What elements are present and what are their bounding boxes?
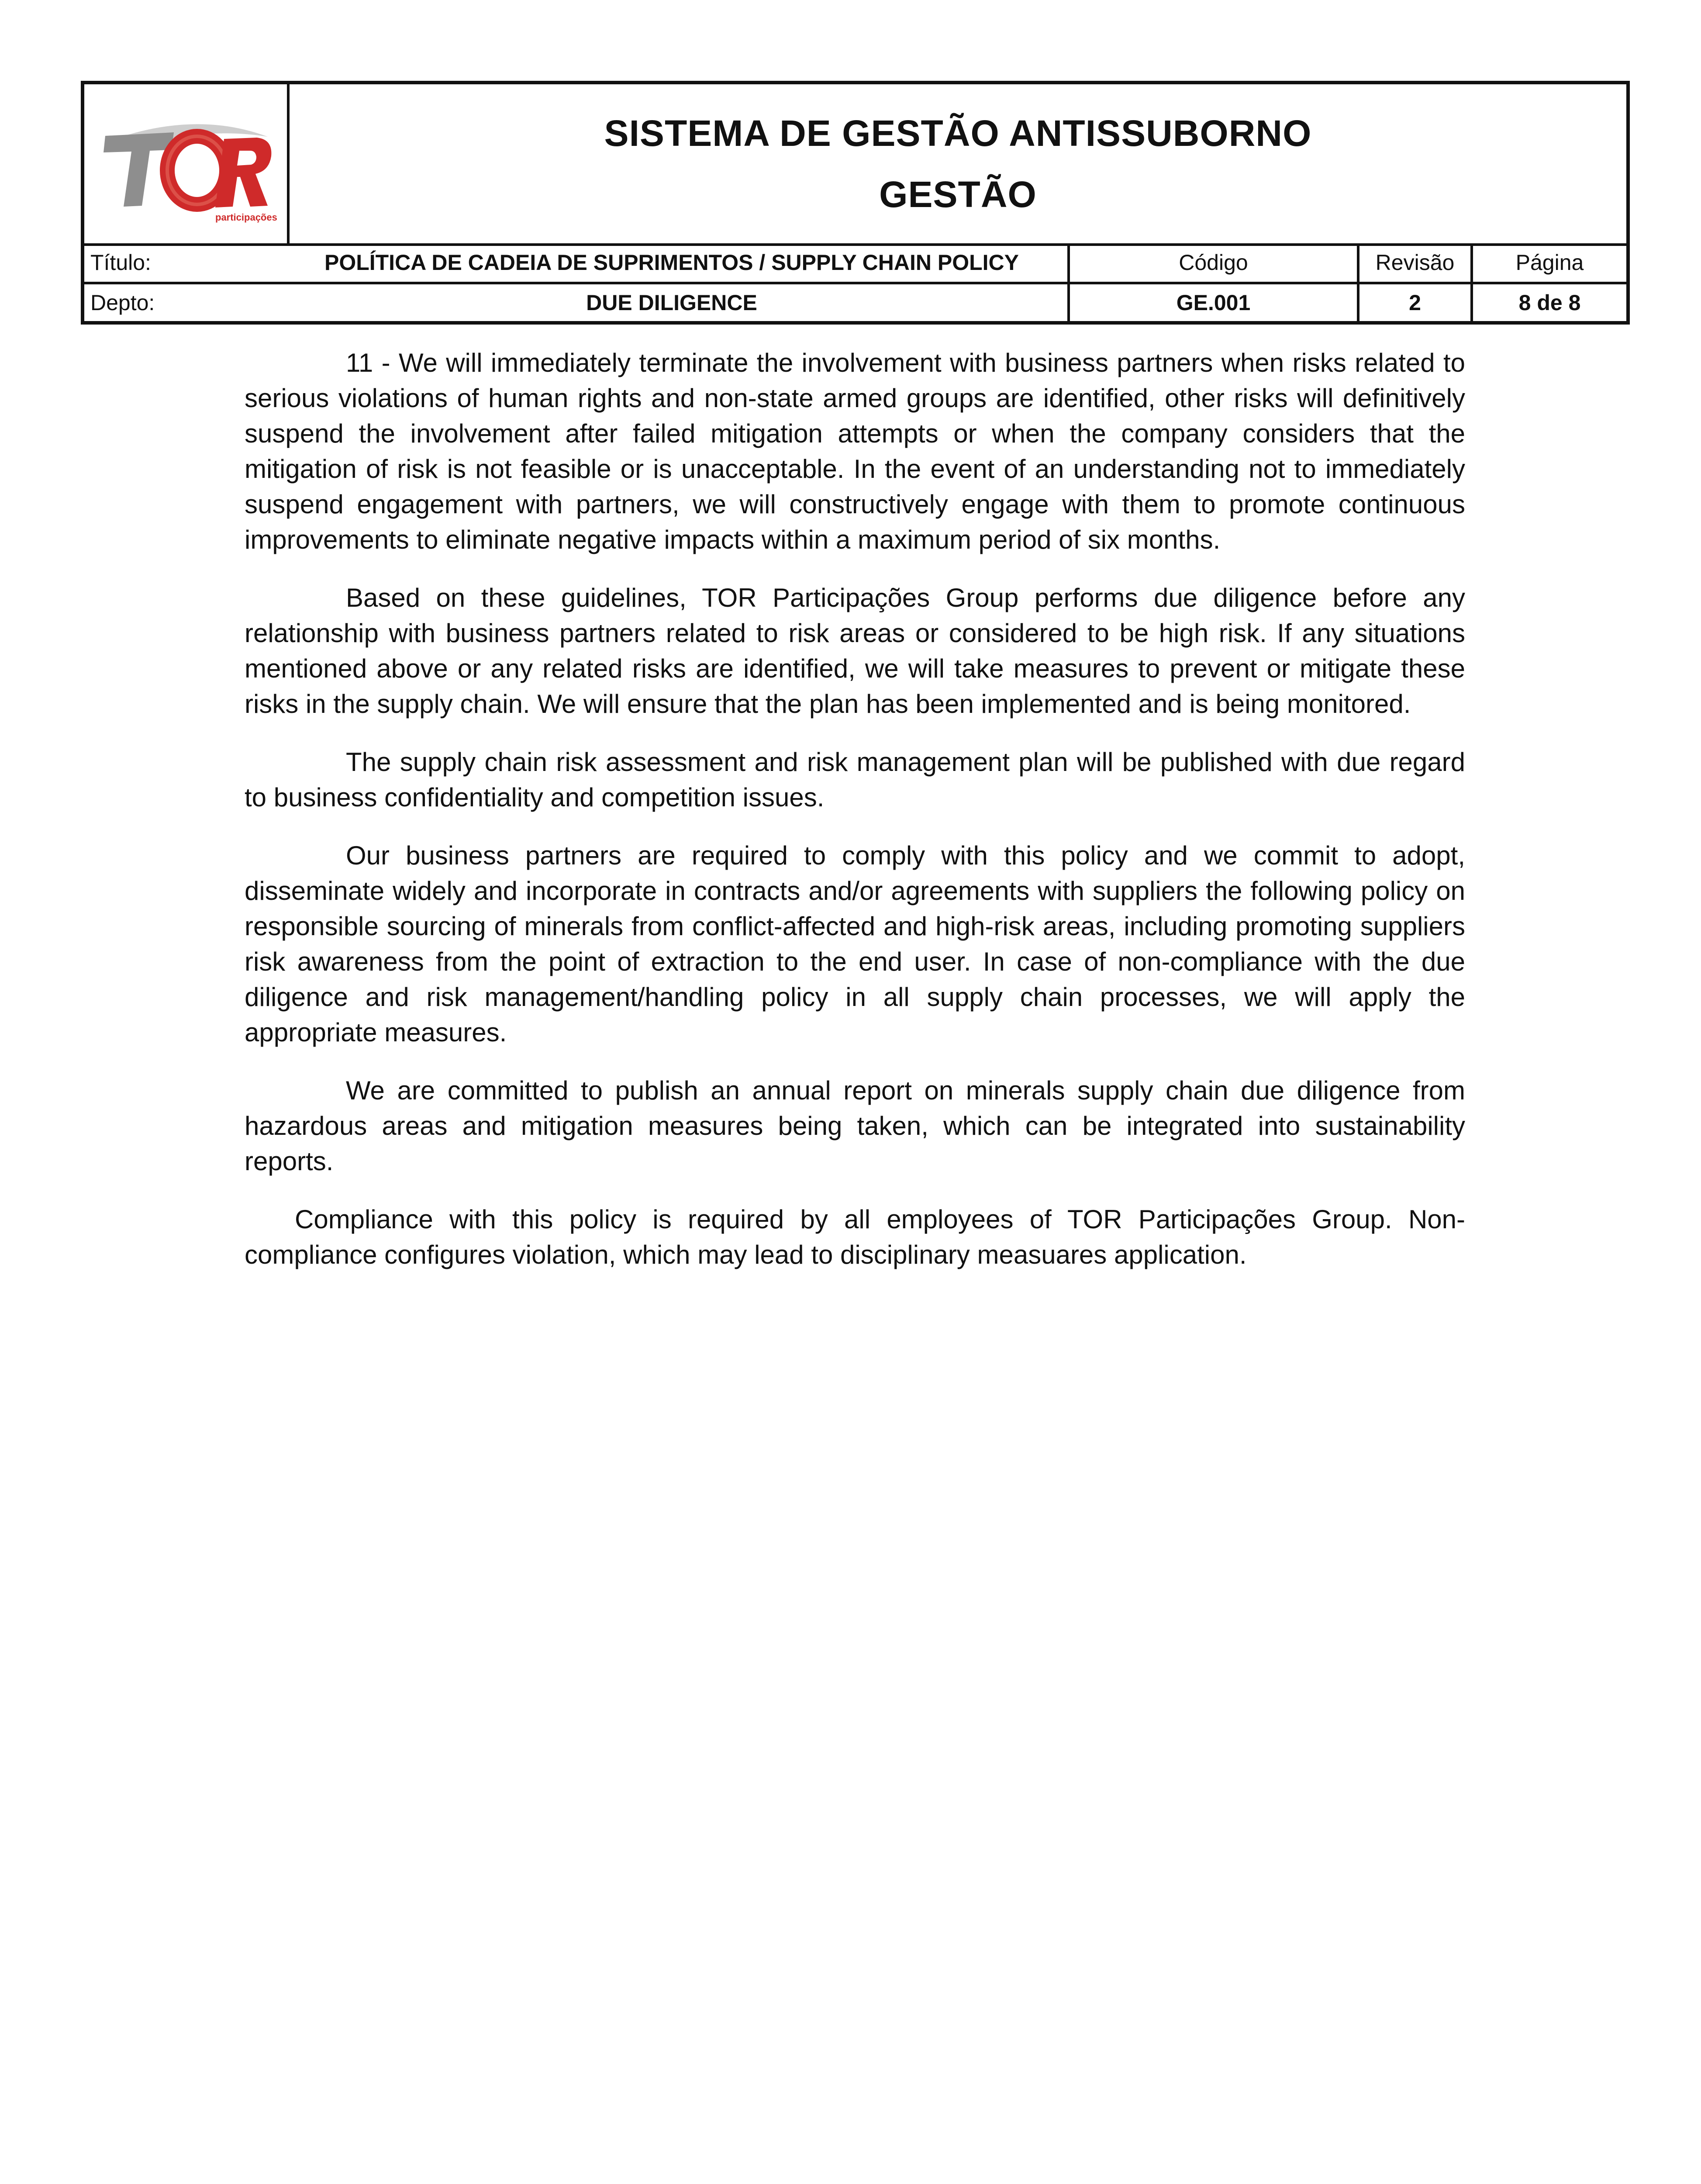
document-title: POLÍTICA DE CADEIA DE SUPRIMENTOS / SUPPLY CHAIN POLICY xyxy=(324,250,1019,275)
page-label: Página xyxy=(1470,243,1626,282)
revision-number: 2 xyxy=(1357,284,1470,321)
logo-subtext: participações xyxy=(215,212,277,223)
paragraph: 11 - We will immediately terminate the involvement with business partners when risks related to serious violations of human rights and non-state armed groups are identified, other risks will definitively suspend the involvement after failed mitigation attempts or when the company considers that the mitigation of risk is not feasible or is unacceptable. In the event of an understanding not to immediately suspend engagement with partners, we will constructively engage with them to promote continuous improvements to eliminate negative impacts within a maximum period of six months. xyxy=(245,348,1465,554)
header-title-cell xyxy=(290,84,1626,243)
document-header xyxy=(81,81,1630,325)
paragraph: Based on these guidelines, TOR Participações Group performs due diligence before any relationship with business partners related to risk areas or considered to be high risk. If any situations mentioned above or any related risks are identified, we will take measures to prevent or mitigate these risks in the supply chain. We will ensure that the plan has been implemented and is being monitored. xyxy=(245,583,1465,719)
page-number: 8 de 8 xyxy=(1470,284,1626,321)
header-row-department xyxy=(84,284,1626,321)
paragraph: The supply chain risk assessment and risk management plan will be published with due regard to business confidentiality and competition issues. xyxy=(245,747,1465,812)
title-label: Título: xyxy=(90,250,151,275)
department-value: DUE DILIGENCE xyxy=(586,290,757,315)
paragraph: Compliance with this policy is required by all employees of TOR Participações Group. Non-compliance configures violation, which may lead to disciplinary measuares application. xyxy=(245,1205,1465,1269)
paragraph: We are committed to publish an annual report on minerals supply chain due diligence from hazardous areas and mitigation measures being taken, which can be integrated into sustainability reports. xyxy=(245,1076,1465,1176)
company-logo xyxy=(84,84,285,242)
code-label: Código xyxy=(1067,243,1357,282)
document-code: GE.001 xyxy=(1067,284,1357,321)
document-body xyxy=(245,345,1465,1295)
system-title: SISTEMA DE GESTÃO ANTISSUBORNO xyxy=(604,113,1312,154)
logo-cell xyxy=(84,84,290,243)
revision-label: Revisão xyxy=(1357,243,1470,282)
header-top-row xyxy=(84,84,1626,246)
section-title: GESTÃO xyxy=(879,174,1037,215)
department-label: Depto: xyxy=(90,290,155,315)
paragraph: Our business partners are required to comply with this policy and we commit to adopt, disseminate widely and incorporate in contracts and/or agreements with suppliers the following policy on responsible sourcing of minerals from conflict-affected and high-risk areas, including promoting suppliers risk awareness from the point of extraction to the end user. In case of non-compliance with the due diligence and risk management/handling policy in all supply chain processes, we will apply the appropriate measures. xyxy=(245,841,1465,1047)
header-row-title xyxy=(84,243,1626,284)
